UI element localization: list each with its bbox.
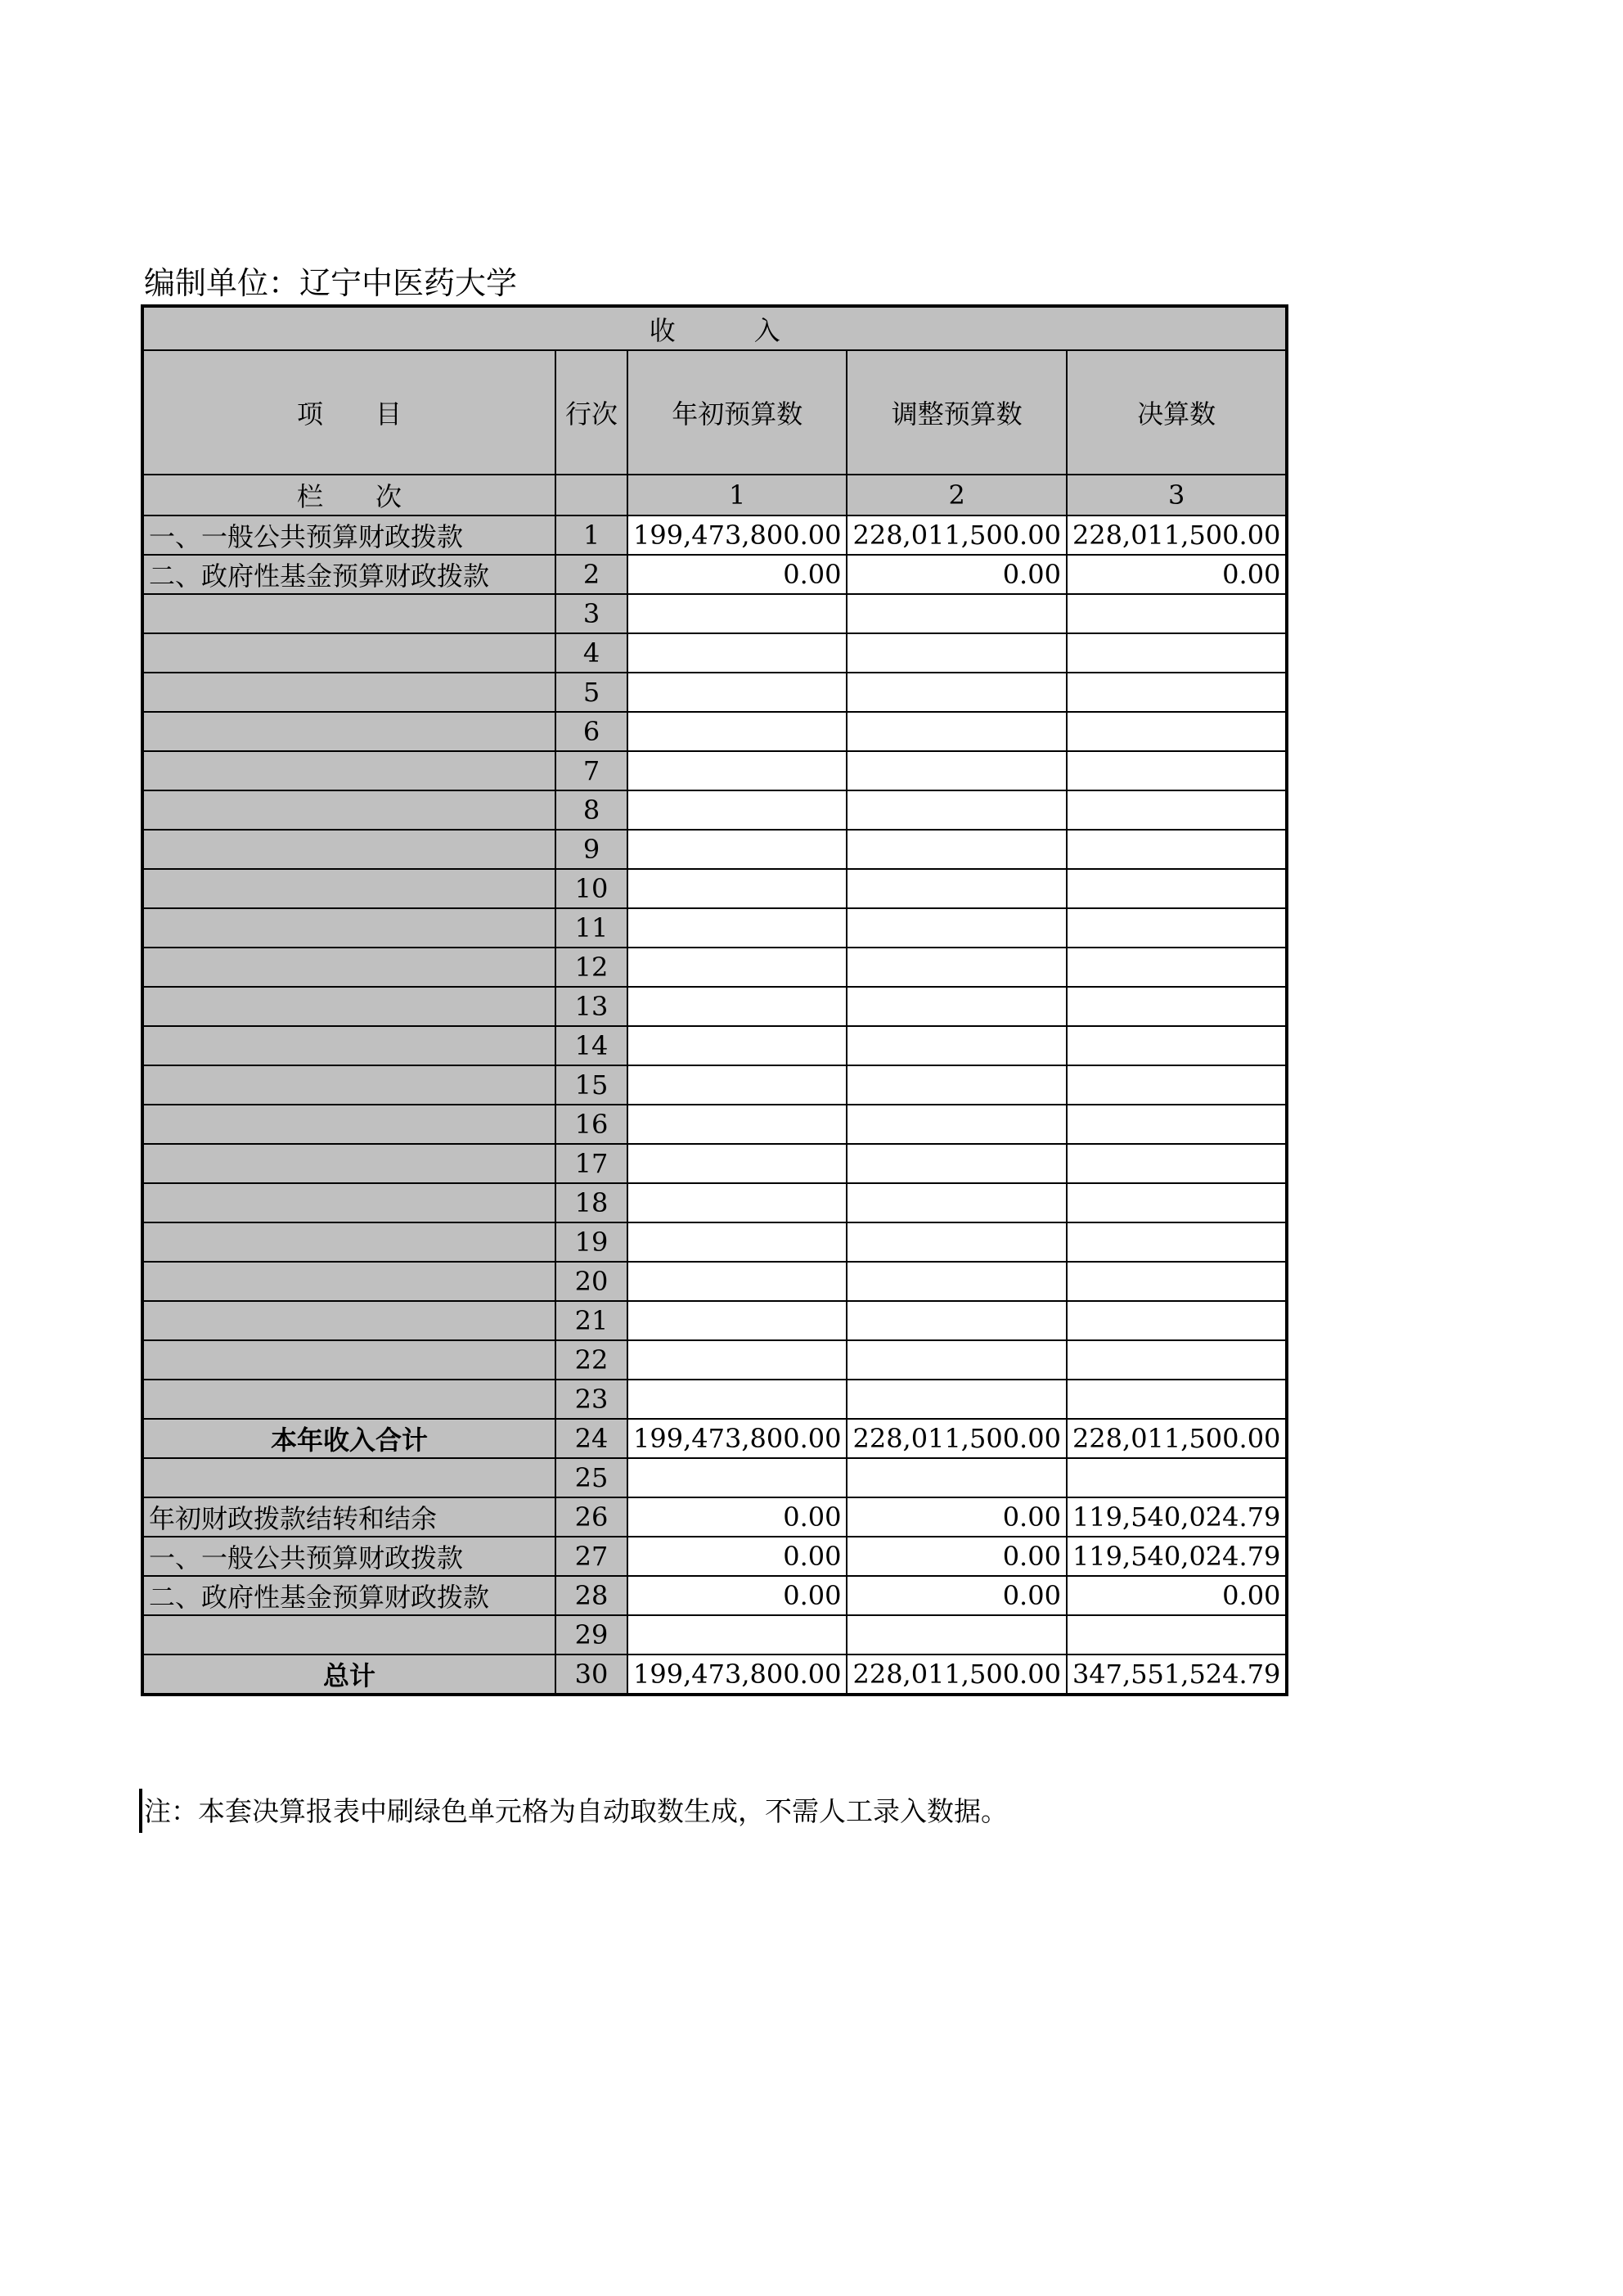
row-number: 14 (555, 1026, 627, 1065)
row-number: 7 (555, 751, 627, 790)
row-adjusted-budget (847, 1105, 1066, 1144)
row-adjusted-budget (847, 1615, 1066, 1654)
row-initial-budget (627, 1380, 847, 1419)
row-initial-budget (627, 1340, 847, 1380)
row-initial-budget (627, 712, 847, 751)
row-number: 29 (555, 1615, 627, 1654)
row-final-account (1067, 987, 1287, 1026)
table-row (142, 908, 1287, 948)
row-final-account (1067, 1105, 1287, 1144)
row-item (142, 830, 555, 869)
row-final-account (1067, 1380, 1287, 1419)
row-item (142, 1026, 555, 1065)
row-final-account (1067, 1262, 1287, 1301)
row-number: 9 (555, 830, 627, 869)
row-number: 25 (555, 1458, 627, 1497)
row-initial-budget (627, 1144, 847, 1183)
table-row (142, 1576, 1287, 1615)
row-adjusted-budget (847, 1183, 1066, 1222)
row-initial-budget (627, 987, 847, 1026)
row-number: 27 (555, 1537, 627, 1576)
row-final-account: 0.00 (1067, 555, 1287, 594)
reporting-unit-label: 编制单位：辽宁中医药大学 (144, 265, 518, 301)
row-number: 22 (555, 1340, 627, 1380)
column-index-blank (555, 475, 627, 515)
table-row (142, 1222, 1287, 1262)
row-final-account (1067, 712, 1287, 751)
table-row (142, 1183, 1287, 1222)
table-row (142, 869, 1287, 908)
row-item (142, 908, 555, 948)
table-row (142, 1340, 1287, 1380)
row-adjusted-budget (847, 1144, 1066, 1183)
column-index-1: 1 (627, 475, 847, 515)
table-row (142, 987, 1287, 1026)
row-initial-budget (627, 673, 847, 712)
row-final-account (1067, 1301, 1287, 1340)
left-border-extension (139, 1789, 142, 1833)
table-row (142, 1419, 1287, 1458)
row-initial-budget: 0.00 (627, 1537, 847, 1576)
row-item (142, 751, 555, 790)
header-final-account: 决算数 (1067, 350, 1287, 475)
row-adjusted-budget (847, 830, 1066, 869)
row-item (142, 1144, 555, 1183)
column-index-label: 栏 次 (142, 475, 555, 515)
row-initial-budget (627, 751, 847, 790)
row-item (142, 1222, 555, 1262)
table-title: 收 入 (142, 306, 1287, 350)
row-item (142, 1262, 555, 1301)
table-row (142, 830, 1287, 869)
row-number: 10 (555, 869, 627, 908)
row-adjusted-budget (847, 1026, 1066, 1065)
row-item: 二、政府性基金预算财政拨款 (142, 555, 555, 594)
row-initial-budget (627, 633, 847, 673)
row-adjusted-budget (847, 948, 1066, 987)
row-initial-budget: 0.00 (627, 555, 847, 594)
row-initial-budget: 199,473,800.00 (627, 1654, 847, 1695)
table-row (142, 515, 1287, 555)
table-row (142, 1262, 1287, 1301)
row-final-account (1067, 1458, 1287, 1497)
row-adjusted-budget (847, 869, 1066, 908)
row-adjusted-budget (847, 1301, 1066, 1340)
row-adjusted-budget: 0.00 (847, 1576, 1066, 1615)
row-item (142, 1458, 555, 1497)
row-adjusted-budget (847, 1380, 1066, 1419)
row-number: 26 (555, 1497, 627, 1537)
row-initial-budget (627, 1301, 847, 1340)
table-row (142, 1537, 1287, 1576)
table-row (142, 1458, 1287, 1497)
row-initial-budget (627, 1615, 847, 1654)
table-row (142, 712, 1287, 751)
row-final-account: 228,011,500.00 (1067, 1419, 1287, 1458)
row-number: 5 (555, 673, 627, 712)
table-row (142, 948, 1287, 987)
row-final-account: 0.00 (1067, 1576, 1287, 1615)
row-item (142, 987, 555, 1026)
row-final-account: 119,540,024.79 (1067, 1537, 1287, 1576)
row-initial-budget: 199,473,800.00 (627, 1419, 847, 1458)
row-number: 28 (555, 1576, 627, 1615)
row-initial-budget (627, 948, 847, 987)
row-final-account (1067, 830, 1287, 869)
row-item: 总计 (142, 1654, 555, 1695)
row-adjusted-budget: 0.00 (847, 1537, 1066, 1576)
header-item: 项 目 (142, 350, 555, 475)
row-item (142, 1301, 555, 1340)
row-adjusted-budget: 228,011,500.00 (847, 515, 1066, 555)
row-item: 二、政府性基金预算财政拨款 (142, 1576, 555, 1615)
row-adjusted-budget (847, 594, 1066, 633)
row-final-account: 228,011,500.00 (1067, 515, 1287, 555)
row-adjusted-budget (847, 1458, 1066, 1497)
row-adjusted-budget (847, 633, 1066, 673)
table-row (142, 1144, 1287, 1183)
row-item (142, 633, 555, 673)
income-table (141, 304, 1288, 1696)
row-number: 30 (555, 1654, 627, 1695)
row-final-account (1067, 594, 1287, 633)
row-item (142, 1340, 555, 1380)
row-final-account (1067, 908, 1287, 948)
row-number: 13 (555, 987, 627, 1026)
row-adjusted-budget (847, 1065, 1066, 1105)
row-number: 21 (555, 1301, 627, 1340)
row-item (142, 1065, 555, 1105)
row-final-account: 347,551,524.79 (1067, 1654, 1287, 1695)
row-item (142, 948, 555, 987)
table-row (142, 1615, 1287, 1654)
row-number: 23 (555, 1380, 627, 1419)
table-row (142, 633, 1287, 673)
row-final-account (1067, 1065, 1287, 1105)
row-item (142, 869, 555, 908)
row-final-account (1067, 1222, 1287, 1262)
row-adjusted-budget (847, 987, 1066, 1026)
row-number: 2 (555, 555, 627, 594)
row-item (142, 1183, 555, 1222)
row-adjusted-budget (847, 1340, 1066, 1380)
row-final-account (1067, 751, 1287, 790)
table-row (142, 1380, 1287, 1419)
row-final-account (1067, 1615, 1287, 1654)
row-final-account (1067, 633, 1287, 673)
row-item: 年初财政拨款结转和结余 (142, 1497, 555, 1537)
row-initial-budget (627, 1262, 847, 1301)
row-final-account (1067, 869, 1287, 908)
row-number: 12 (555, 948, 627, 987)
row-final-account (1067, 1026, 1287, 1065)
row-final-account (1067, 948, 1287, 987)
row-initial-budget: 0.00 (627, 1497, 847, 1537)
row-final-account (1067, 1144, 1287, 1183)
row-initial-budget (627, 594, 847, 633)
row-number: 24 (555, 1419, 627, 1458)
row-initial-budget (627, 830, 847, 869)
row-number: 16 (555, 1105, 627, 1144)
row-number: 20 (555, 1262, 627, 1301)
row-item (142, 1105, 555, 1144)
row-initial-budget (627, 1026, 847, 1065)
row-adjusted-budget (847, 908, 1066, 948)
column-index-2: 2 (847, 475, 1066, 515)
row-initial-budget (627, 1105, 847, 1144)
table-row (142, 1497, 1287, 1537)
table-row (142, 1065, 1287, 1105)
row-item (142, 790, 555, 830)
table-row (142, 1105, 1287, 1144)
row-initial-budget (627, 790, 847, 830)
row-number: 15 (555, 1065, 627, 1105)
row-number: 11 (555, 908, 627, 948)
row-item (142, 1615, 555, 1654)
row-initial-budget: 0.00 (627, 1576, 847, 1615)
row-item: 一、一般公共预算财政拨款 (142, 1537, 555, 1576)
row-number: 3 (555, 594, 627, 633)
row-adjusted-budget: 228,011,500.00 (847, 1654, 1066, 1695)
row-adjusted-budget: 0.00 (847, 1497, 1066, 1537)
row-initial-budget (627, 1458, 847, 1497)
table-row (142, 594, 1287, 633)
row-adjusted-budget (847, 1262, 1066, 1301)
table-row (142, 1301, 1287, 1340)
row-number: 1 (555, 515, 627, 555)
row-adjusted-budget (847, 712, 1066, 751)
header-row-no: 行次 (555, 350, 627, 475)
row-initial-budget (627, 1183, 847, 1222)
row-number: 6 (555, 712, 627, 751)
row-item (142, 1380, 555, 1419)
row-final-account (1067, 673, 1287, 712)
row-number: 19 (555, 1222, 627, 1262)
row-item: 本年收入合计 (142, 1419, 555, 1458)
row-item (142, 712, 555, 751)
table-row (142, 790, 1287, 830)
row-number: 18 (555, 1183, 627, 1222)
footnote: 注：本套决算报表中刷绿色单元格为自动取数生成，不需人工录入数据。 (144, 1795, 1008, 1827)
row-initial-budget (627, 1222, 847, 1262)
row-number: 17 (555, 1144, 627, 1183)
header-adjusted-budget: 调整预算数 (847, 350, 1066, 475)
row-final-account: 119,540,024.79 (1067, 1497, 1287, 1537)
row-adjusted-budget (847, 790, 1066, 830)
row-adjusted-budget (847, 751, 1066, 790)
row-final-account (1067, 790, 1287, 830)
row-adjusted-budget (847, 1222, 1066, 1262)
row-number: 4 (555, 633, 627, 673)
header-initial-budget: 年初预算数 (627, 350, 847, 475)
row-initial-budget: 199,473,800.00 (627, 515, 847, 555)
row-initial-budget (627, 908, 847, 948)
table-row (142, 751, 1287, 790)
table-row (142, 555, 1287, 594)
row-number: 8 (555, 790, 627, 830)
table-row (142, 1654, 1287, 1695)
row-item (142, 673, 555, 712)
row-final-account (1067, 1183, 1287, 1222)
row-item: 一、一般公共预算财政拨款 (142, 515, 555, 555)
row-final-account (1067, 1340, 1287, 1380)
table-row (142, 1026, 1287, 1065)
row-initial-budget (627, 1065, 847, 1105)
row-adjusted-budget: 0.00 (847, 555, 1066, 594)
table-row (142, 673, 1287, 712)
row-adjusted-budget (847, 673, 1066, 712)
row-adjusted-budget: 228,011,500.00 (847, 1419, 1066, 1458)
row-item (142, 594, 555, 633)
row-initial-budget (627, 869, 847, 908)
column-index-3: 3 (1067, 475, 1287, 515)
